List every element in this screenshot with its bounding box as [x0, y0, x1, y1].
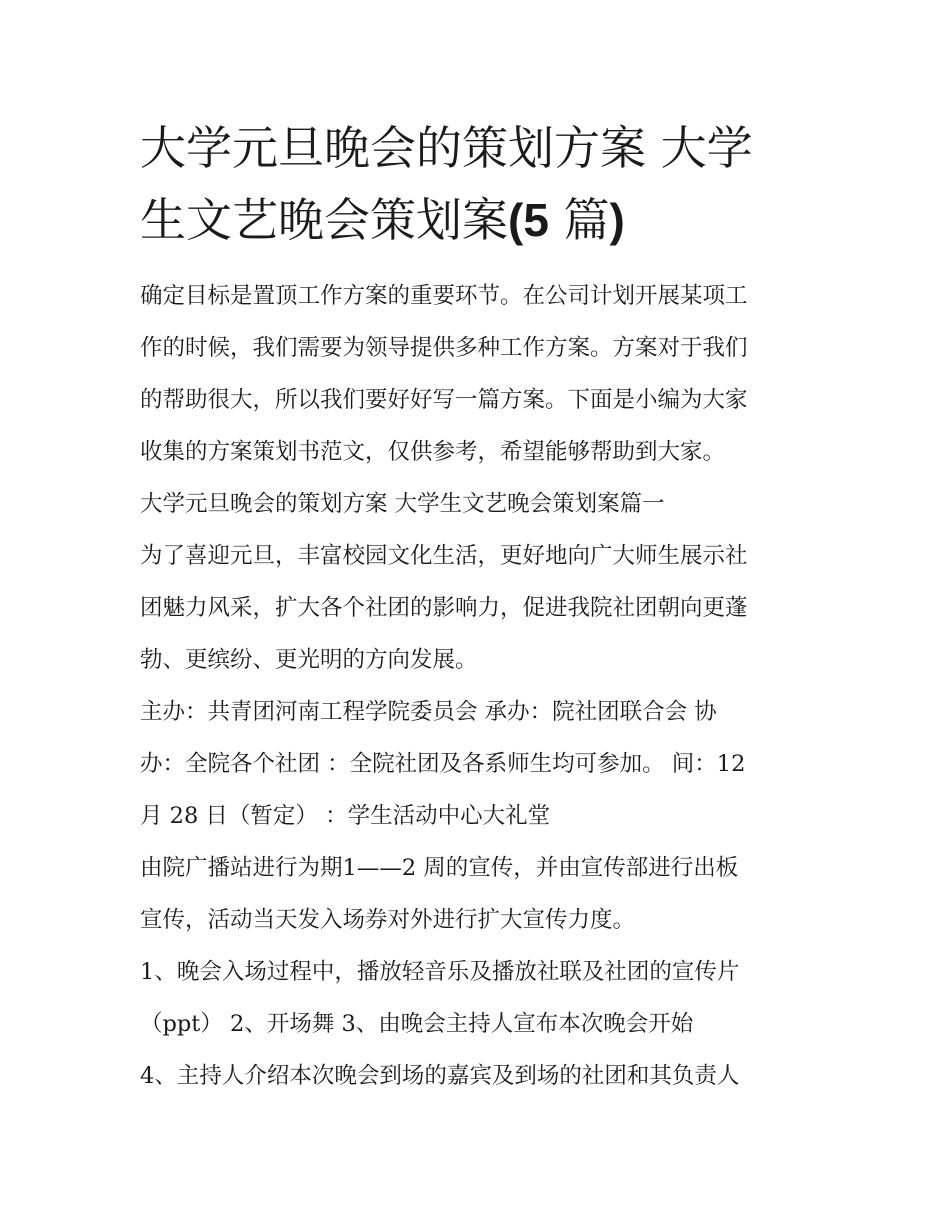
title-count-close: ) — [609, 194, 625, 246]
document-content — [140, 112, 820, 1102]
body-line: 的帮助很大，所以我们要好好写一篇方案。下面是小编为大家 — [140, 387, 748, 413]
body-line: 由院广播站进行为期1——2 周的宣传，并由宣传部进行出板 — [140, 855, 739, 881]
body-line: 团魅力风采，扩大各个社团的影响力，促进我院社团朝向更蓬 — [140, 595, 748, 621]
section-heading: 大学元旦晚会的策划方案 大学生文艺晚会策划案篇一 — [140, 491, 665, 517]
body-line: 宣传，活动当天发入场券对外进行扩大宣传力度。 — [140, 907, 636, 933]
title-line-2 — [140, 184, 820, 256]
body-line: 勃、更缤纷、更光明的方向发展。 — [140, 647, 478, 673]
body-line: 作的时候，我们需要为领导提供多种工作方案。方案对于我们 — [140, 335, 748, 361]
body-line: 收集的方案策划书范文，仅供参考，希望能够帮助到大家。 — [140, 439, 726, 465]
body-line: 确定目标是置顶工作方案的重要环节。在公司计划开展某项工 — [140, 283, 748, 309]
body-line: 主办：共青团河南工程学院委员会 承办：院社团联合会 协 — [140, 699, 717, 725]
body-line: （ppt） 2、开场舞 3、由晚会主持人宣布本次晚会开始 — [140, 1011, 694, 1037]
body-line: 为了喜迎元旦，丰富校园文化生活，更好地向广大师生展示社 — [140, 543, 748, 569]
body-line: 1、晚会入场过程中，播放轻音乐及播放社联及社团的宣传片 — [140, 959, 740, 985]
body-line: 4、主持人介绍本次晚会到场的嘉宾及到场的社团和其负责人 — [140, 1063, 740, 1089]
document-body — [140, 270, 820, 1102]
title-line-1: 大学元旦晚会的策划方案 大学 — [140, 121, 753, 175]
document-title — [140, 112, 820, 256]
body-line: 月 28 日（暂定） ：学生活动中心大礼堂 — [140, 803, 551, 829]
body-line: 办：全院各个社团 ：全院社团及各系师生均可参加。 间：12 — [140, 751, 746, 777]
title-count-open: (5 — [508, 194, 549, 246]
title-count-unit: 篇 — [548, 193, 610, 247]
title-line-2-text: 生文艺晚会策划案 — [140, 193, 508, 247]
